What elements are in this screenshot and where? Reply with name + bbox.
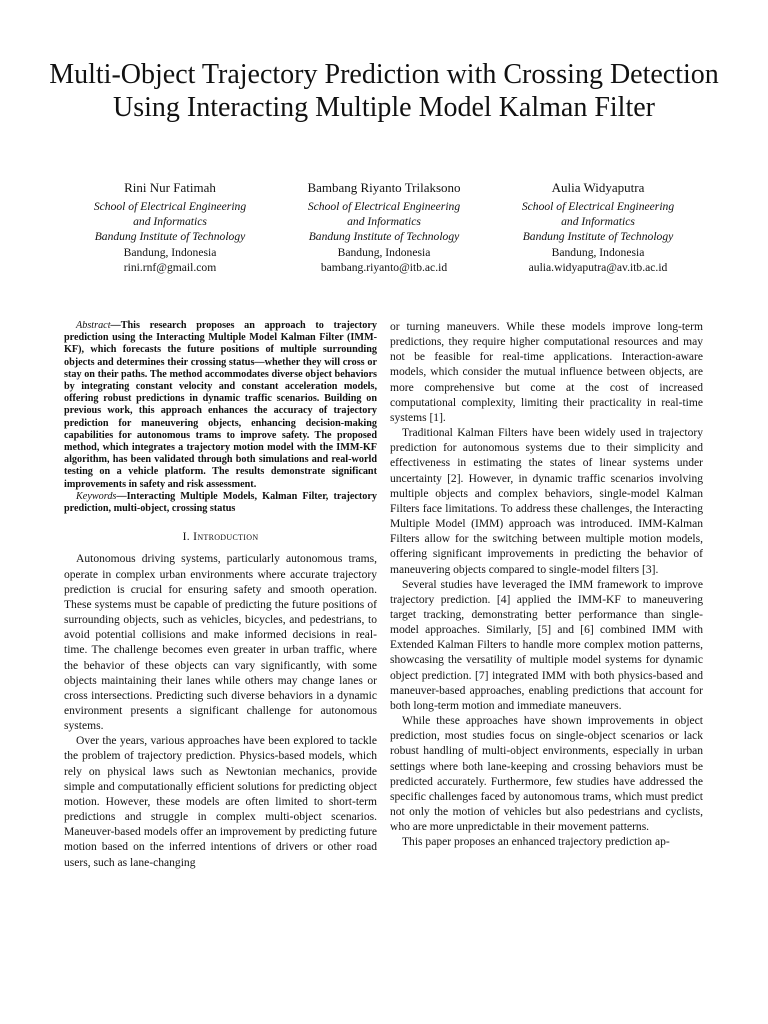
author-name: Aulia Widyaputra bbox=[551, 180, 645, 195]
author-1 bbox=[70, 178, 270, 275]
author-location: Bandung, Indonesia bbox=[123, 245, 217, 259]
author-3 bbox=[498, 178, 698, 275]
author-location: Bandung, Indonesia bbox=[551, 245, 645, 259]
author-name: Bambang Riyanto Trilaksono bbox=[307, 180, 461, 195]
author-affiliation: Bandung Institute of Technology bbox=[308, 230, 460, 244]
paragraph: Over the years, various approaches have been explored to tackle the problem of trajectory prediction. Physics-based models, which rely on physical laws such as Newtonian mechanics, provide simple and computationally efficient solutions for predicting object motion. However, these models are often limited to short-term predictions and struggle in complex multi-object scenarios. Maneuver-based models offer an improvement by predicting future motion based on the inferred intentions of drivers or other road users, such as lane-changing bbox=[64, 735, 377, 869]
section-heading-introduction bbox=[64, 529, 377, 544]
author-email: aulia.widyaputra@av.itb.ac.id bbox=[528, 260, 668, 274]
keywords-text: —Interacting Multiple Models, Kalman Filter, trajectory prediction, multi-object, crossing status bbox=[64, 490, 377, 515]
author-affiliation: Bandung Institute of Technology bbox=[94, 230, 246, 244]
author-affiliation: and Informatics bbox=[561, 215, 635, 229]
left-column bbox=[64, 320, 377, 871]
author-affiliation: School of Electrical Engineering bbox=[93, 200, 247, 213]
paragraph: This paper proposes an enhanced trajectory prediction ap- bbox=[402, 836, 670, 849]
author-affiliation: and Informatics bbox=[347, 215, 421, 229]
paragraph: While these approaches have shown improvements in object prediction, most studies focus on single-object scenarios or lack robust handling of multi-object environments, especially in urban settings where both lane-keeping and crossing behaviors must be predicted accurately. Furthermore, few studies have addressed the specific challenges faced by autonomous trams, which must predict not only the motion of vehicles but also pedestrians and cyclists, who are more unpredictable in their movement patterns. bbox=[390, 715, 703, 834]
section-title: Introduction bbox=[193, 530, 259, 544]
right-column bbox=[390, 320, 703, 850]
paragraph: or turning maneuvers. While these models improve long-term predictions, they require higher computational resources and may not be feasible for real-time applications. Interaction-aware models, which consider the mutual influence between objects, are more comprehensive but come at the cost of increased computational complexity, limiting their practicality in real-time systems [1]. bbox=[390, 321, 703, 424]
paragraph: Traditional Kalman Filters have been widely used in trajectory prediction for autonomous systems due to their simplicity and effectiveness in estimating the states of linear systems under uncertainty [2]. However, in dynamic traffic scenarios involving multiple objects and complex behaviors, single-model Kalman Filters face limitations. To address these challenges, the Interacting Multiple Model (IMM) approach was introduced. IMM-Kalman Filters allow for the switching between multiple motion models, offering significant improvements in predicting the behavior of maneuvering objects compared to single-model filters [3]. bbox=[390, 427, 703, 576]
abstract-text: —This research proposes an approach to trajectory prediction using the Interacting Multiple Model Kalman Filter (IMM-KF), which forecasts the future positions of multiple surrounding objects and determines their crossing status—whether they will cross or stay on their paths. The method accommodates diverse object behaviors by integrating constant velocity and constant acceleration models, offering robust predictions in dynamic traffic scenarios. Building on previous work, this approach enhances the accuracy of trajectory prediction for maneuvering objects, enhancing decision-making capabilities for autonomous trams to improve safety. The proposed method, which integrates a trajectory motion model with the IMM-KF algorithm, has been validated through both simulations and real-world testing on a vehicle platform. The results demonstrate significant improvements in safety and risk assessment. bbox=[64, 320, 377, 490]
author-affiliation: and Informatics bbox=[133, 215, 207, 229]
paper-title: Multi-Object Trajectory Prediction with Crossing Detection Using Interacting Multiple Model Kalman Filter bbox=[49, 59, 719, 123]
author-email: bambang.riyanto@itb.ac.id bbox=[320, 260, 448, 274]
author-affiliation: Bandung Institute of Technology bbox=[522, 230, 674, 244]
author-affiliation: School of Electrical Engineering bbox=[307, 200, 461, 213]
keywords-label: Keywords bbox=[76, 490, 117, 502]
author-name: Rini Nur Fatimah bbox=[124, 180, 216, 195]
abstract-label: Abstract bbox=[76, 320, 111, 331]
abstract bbox=[64, 320, 377, 491]
section-number: I. bbox=[182, 530, 190, 544]
author-2 bbox=[284, 178, 484, 275]
author-email: rini.rnf@gmail.com bbox=[123, 260, 217, 274]
paragraph: Autonomous driving systems, particularly autonomous trams, operate in complex urban environments where accurate trajectory prediction is crucial for ensuring safety and smooth operation. These systems must be capable of predicting the future positions of surrounding objects, such as vehicles, bicycles, and pedestrians, to avoid potential collisions and make informed decisions in real-time. The challenge becomes even greater in urban traffic, where the behavior of these objects can vary significantly, with some objects maintaining their lanes while others may change lanes or cross intersections. Predicting such diverse behaviors in a dynamic environment presents a significant challenge for autonomous systems. bbox=[64, 553, 377, 733]
author-affiliation: School of Electrical Engineering bbox=[521, 200, 675, 213]
author-block bbox=[70, 178, 698, 275]
paragraph: Several studies have leveraged the IMM framework to improve trajectory prediction. [4] applied the IMM-KF to maneuvering target tracking, demonstrating better performance than single-model approaches. Similarly, [5] and [6] combined IMM with Extended Kalman Filters to handle more complex motion patterns, showcasing the versatility of multiple model systems for dynamic object prediction. [7] integrated IMM with both physics-based and maneuver-based approaches, enabling predictions that account for both long-term motion and immediate maneuvers. bbox=[390, 578, 703, 712]
keywords bbox=[64, 491, 377, 515]
author-location: Bandung, Indonesia bbox=[337, 245, 431, 259]
